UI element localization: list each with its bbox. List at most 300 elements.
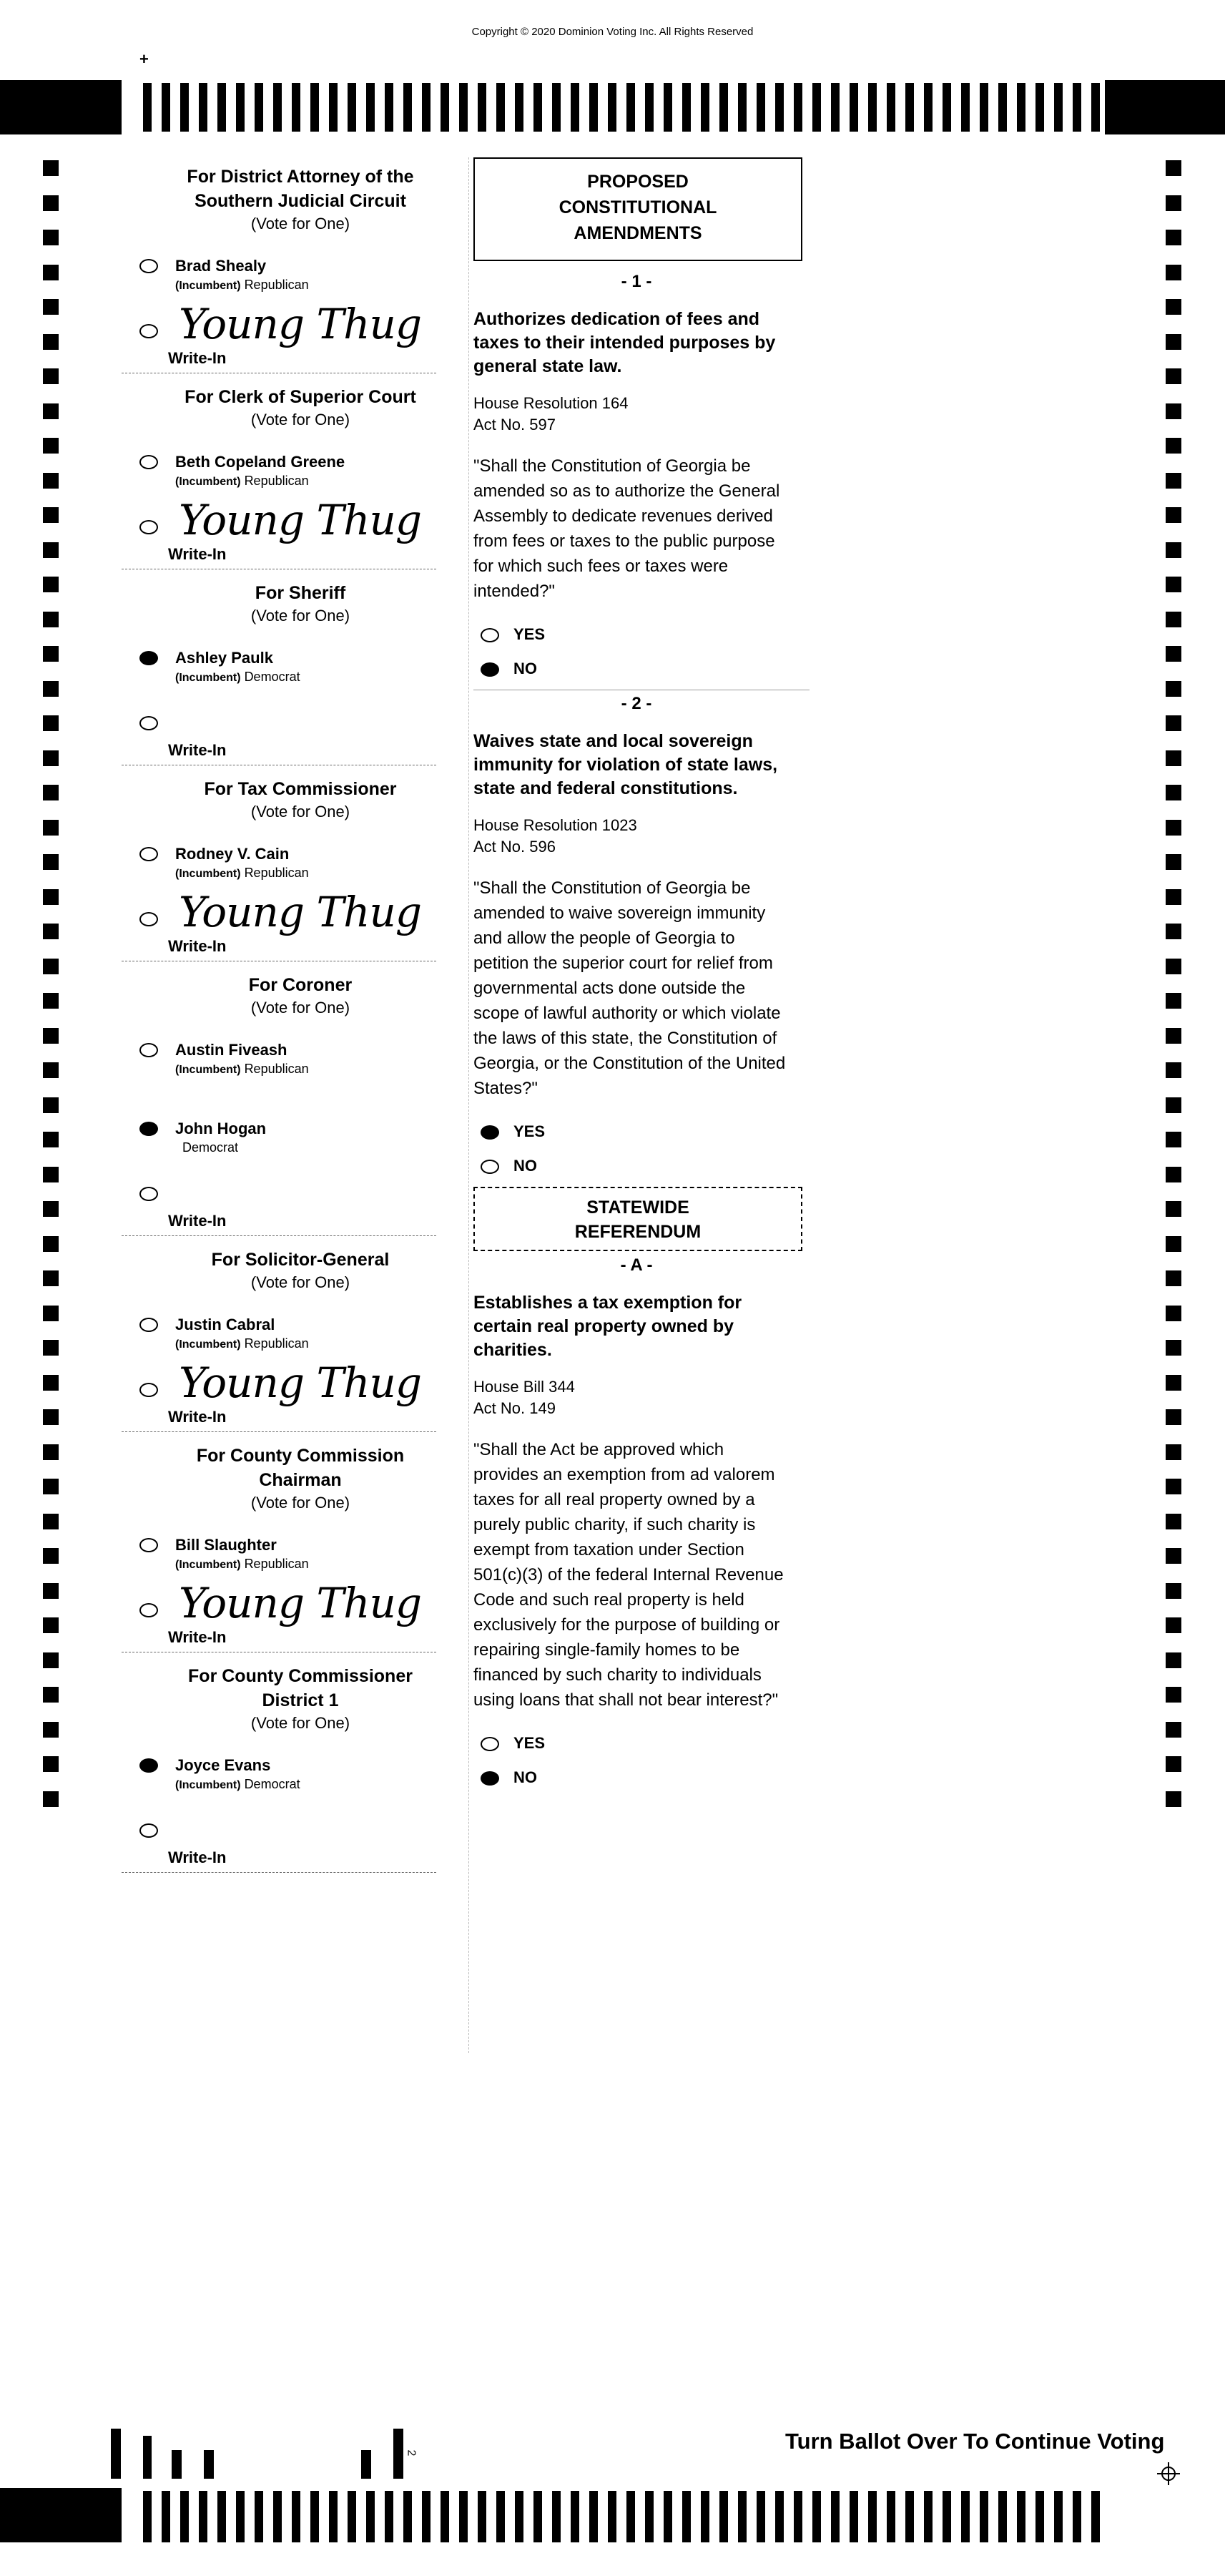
side-square: [43, 577, 59, 592]
timing-tick: [273, 83, 282, 132]
write-in-bubble[interactable]: [139, 912, 158, 926]
side-square: [1166, 1652, 1181, 1668]
timing-tick: [255, 83, 263, 132]
timing-tick: [794, 2491, 802, 2542]
timing-tick: [441, 83, 449, 132]
question-text: Georgia, or the Constitution of the United: [473, 1054, 786, 1073]
question-reference: Act No. 597: [473, 416, 556, 434]
question-reference: House Resolution 1023: [473, 816, 637, 834]
amendments-header-box: [473, 157, 802, 261]
write-in-handwriting: Young Thug: [179, 300, 421, 348]
side-square: [1166, 1479, 1181, 1494]
timing-tick: [478, 2491, 486, 2542]
write-in-line[interactable]: [122, 1651, 436, 1652]
side-square: [1166, 1340, 1181, 1356]
timing-tick: [664, 83, 672, 132]
code-bar: [111, 2429, 121, 2479]
side-square: [43, 924, 59, 939]
candidate-bubble[interactable]: [139, 1043, 158, 1057]
write-in-bubble[interactable]: [139, 520, 158, 534]
question-text: exclusively for the purpose of building or: [473, 1615, 780, 1635]
timing-tick: [403, 83, 412, 132]
timing-tick: [943, 2491, 951, 2542]
write-in-line[interactable]: [122, 764, 436, 765]
timing-tick: [887, 2491, 895, 2542]
option-bubble-no[interactable]: [481, 1771, 499, 1786]
side-square: [43, 854, 59, 870]
side-square: [43, 715, 59, 731]
side-square: [1166, 1375, 1181, 1391]
incumbent-tag: (Incumbent): [175, 1779, 241, 1791]
side-square: [1166, 1132, 1181, 1147]
side-square: [43, 1097, 59, 1113]
side-square: [43, 403, 59, 419]
timing-tick: [719, 83, 728, 132]
side-square: [43, 1270, 59, 1286]
candidate-party: [182, 1139, 238, 1156]
timing-tick: [236, 83, 245, 132]
question-text: States?": [473, 1079, 538, 1098]
timing-tick: [905, 2491, 914, 2542]
question-title: immunity for violation of state laws,: [473, 755, 778, 775]
write-in-label: Write-In: [168, 937, 227, 955]
write-in-bubble[interactable]: [139, 1603, 158, 1617]
timing-tick: [552, 83, 561, 132]
timing-tick: [757, 83, 765, 132]
side-square: [43, 265, 59, 280]
question-text: and allow the people of Georgia to: [473, 929, 735, 948]
crosshair-icon: [1156, 2461, 1181, 2487]
side-square: [43, 1062, 59, 1078]
side-square: [43, 1722, 59, 1738]
timing-tick: [571, 2491, 579, 2542]
timing-tick: [366, 83, 375, 132]
side-square: [1166, 715, 1181, 731]
side-square: [1166, 1306, 1181, 1321]
contest-title: For Coroner: [248, 975, 353, 995]
side-square: [1166, 403, 1181, 419]
timing-tick: [775, 83, 784, 132]
timing-tick: [403, 2491, 412, 2542]
timing-tick: [422, 83, 431, 132]
question-title: Authorizes dedication of fees and: [473, 309, 760, 329]
question-title: certain real property owned by: [473, 1316, 734, 1336]
candidate-name: Brad Shealy: [175, 257, 267, 275]
side-square: [1166, 1791, 1181, 1807]
timing-tick: [961, 2491, 970, 2542]
candidate-bubble[interactable]: [139, 651, 158, 665]
candidate-bubble[interactable]: [139, 1538, 158, 1552]
left-contest-column: [136, 157, 465, 2089]
option-bubble-yes[interactable]: [481, 628, 499, 642]
timing-tick: [831, 2491, 840, 2542]
side-square: [1166, 507, 1181, 523]
code-bar: [361, 2450, 371, 2479]
question-text: "Shall the Act be approved which: [473, 1440, 724, 1459]
question-title: Waives state and local sovereign: [473, 731, 753, 751]
side-square: [43, 334, 59, 350]
side-square: [1166, 1617, 1181, 1633]
code-bar: [172, 2450, 182, 2479]
write-in-line[interactable]: [122, 960, 436, 961]
write-in-label: Write-In: [168, 741, 227, 759]
side-square: [1166, 1444, 1181, 1460]
timing-tick: [217, 83, 226, 132]
timing-tick: [812, 2491, 821, 2542]
side-square: [1166, 1548, 1181, 1564]
timing-tick: [980, 2491, 988, 2542]
timing-tick: [645, 2491, 654, 2542]
side-square: [43, 507, 59, 523]
timing-tick: [1054, 83, 1063, 132]
timing-tick: [1035, 2491, 1044, 2542]
question-text: amended to waive sovereign immunity: [473, 903, 766, 923]
question-title: state and federal constitutions.: [473, 778, 738, 798]
timing-tick: [162, 2491, 170, 2542]
write-in-label: Write-In: [168, 1628, 227, 1646]
side-square: [1166, 1583, 1181, 1599]
timing-block-left: [0, 80, 122, 134]
side-square: [43, 785, 59, 800]
timing-tick: [310, 2491, 319, 2542]
option-bubble-yes[interactable]: [481, 1125, 499, 1140]
candidate-party: [175, 668, 300, 687]
question-text: "Shall the Constitution of Georgia be: [473, 878, 751, 898]
write-in-label: Write-In: [168, 1408, 227, 1426]
side-square: [43, 1791, 59, 1807]
side-square: [43, 1756, 59, 1772]
side-square: [1166, 577, 1181, 592]
timing-tick: [292, 2491, 300, 2542]
timing-tick: [589, 2491, 598, 2542]
timing-tick: [998, 2491, 1007, 2542]
timing-tick: [719, 2491, 728, 2542]
timing-tick: [645, 83, 654, 132]
timing-tick: [441, 2491, 449, 2542]
contest-title: For County Commissioner: [188, 1666, 413, 1686]
code-bar: [393, 2429, 403, 2479]
side-square: [1166, 959, 1181, 974]
side-square: [43, 1444, 59, 1460]
vote-for-label: (Vote for One): [250, 411, 350, 428]
candidate-party: [175, 1060, 309, 1079]
write-in-handwriting: Young Thug: [179, 1579, 421, 1627]
side-square: [1166, 1062, 1181, 1078]
timing-tick: [1017, 83, 1025, 132]
contest-title: For Tax Commissioner: [204, 779, 397, 799]
side-square: [1166, 1236, 1181, 1252]
candidate-name: Bill Slaughter: [175, 1536, 277, 1554]
timing-tick: [794, 83, 802, 132]
copyright-notice: Copyright © 2020 Dominion Voting Inc. All Rights Reserved: [471, 26, 754, 38]
party-name: Republican: [244, 1062, 309, 1076]
write-in-bubble[interactable]: [139, 716, 158, 730]
timing-tick: [701, 83, 709, 132]
question-text: repairing single-family homes to be: [473, 1640, 740, 1660]
timing-tick: [1035, 83, 1044, 132]
incumbent-tag: (Incumbent): [175, 672, 241, 684]
timing-tick: [998, 83, 1007, 132]
contest-title: For District Attorney of the: [187, 167, 414, 187]
party-name: Democrat: [244, 670, 300, 684]
question-title: charities.: [473, 1340, 552, 1360]
top-timing-marks: [0, 80, 1225, 134]
side-square: [43, 1028, 59, 1044]
candidate-bubble[interactable]: [139, 847, 158, 861]
write-in-line[interactable]: [122, 1431, 436, 1432]
timing-tick: [236, 2491, 245, 2542]
timing-tick: [924, 83, 933, 132]
side-square: [1166, 473, 1181, 489]
side-square: [43, 299, 59, 315]
candidate-bubble[interactable]: [139, 1318, 158, 1332]
incumbent-tag: (Incumbent): [175, 1338, 241, 1351]
timing-tick: [682, 2491, 691, 2542]
timing-tick: [738, 2491, 747, 2542]
question-text: "Shall the Constitution of Georgia be: [473, 456, 751, 476]
timing-tick: [273, 2491, 282, 2542]
timing-tick: [385, 2491, 393, 2542]
timing-tick: [701, 2491, 709, 2542]
question-reference: House Bill 344: [473, 1378, 575, 1396]
write-in-line[interactable]: [122, 1871, 436, 1873]
side-square: [43, 195, 59, 211]
vote-for-label: (Vote for One): [250, 215, 350, 232]
timing-tick: [850, 2491, 858, 2542]
timing-tick: [199, 2491, 207, 2542]
side-square: [1166, 160, 1181, 176]
timing-tick: [1091, 83, 1100, 132]
write-in-bubble[interactable]: [139, 324, 158, 338]
write-in-handwriting: Young Thug: [179, 496, 421, 544]
timing-tick: [496, 83, 505, 132]
write-in-bubble[interactable]: [139, 1823, 158, 1838]
side-square: [1166, 785, 1181, 800]
side-square: [43, 889, 59, 905]
side-square: [43, 1306, 59, 1321]
side-square: [1166, 1687, 1181, 1703]
candidate-bubble[interactable]: [139, 455, 158, 469]
timing-tick: [310, 83, 319, 132]
party-name: Democrat: [244, 1777, 300, 1791]
question-text: the laws of this state, the Constitution of: [473, 1029, 777, 1048]
candidate-party: [175, 1335, 309, 1353]
timing-tick: [496, 2491, 505, 2542]
side-square: [43, 368, 59, 384]
side-square: [43, 542, 59, 558]
contest-title: For County Commission: [196, 1446, 405, 1466]
timing-tick: [757, 2491, 765, 2542]
timing-tick: [180, 83, 189, 132]
vote-for-label: (Vote for One): [250, 803, 350, 821]
question-title: Establishes a tax exemption for: [473, 1293, 742, 1313]
side-square: [43, 1617, 59, 1633]
vote-for-label: (Vote for One): [250, 999, 350, 1017]
question-reference: House Resolution 164: [473, 394, 629, 412]
candidate-party: [175, 864, 309, 883]
side-square: [43, 1652, 59, 1668]
write-in-handwriting: Young Thug: [179, 888, 421, 936]
candidate-name: Joyce Evans: [175, 1756, 271, 1774]
referendum-header-line: STATEWIDE: [586, 1198, 689, 1218]
question-reference: Act No. 149: [473, 1399, 556, 1417]
vote-for-label: (Vote for One): [250, 1273, 350, 1291]
timing-tick: [608, 83, 616, 132]
side-square: [43, 1236, 59, 1252]
candidate-bubble[interactable]: [139, 1122, 158, 1136]
side-square: [43, 1340, 59, 1356]
timing-tick: [850, 83, 858, 132]
option-bubble-no[interactable]: [481, 662, 499, 677]
side-square: [1166, 1201, 1181, 1217]
timing-tick: [143, 2491, 152, 2542]
amendments-header-line: AMENDMENTS: [574, 223, 702, 243]
timing-tick: [868, 2491, 877, 2542]
side-square: [1166, 1514, 1181, 1529]
option-bubble-yes[interactable]: [481, 1737, 499, 1751]
side-square: [43, 230, 59, 245]
write-in-line[interactable]: [122, 1235, 436, 1236]
question-text: amended so as to authorize the General: [473, 481, 780, 501]
timing-tick: [943, 83, 951, 132]
contest-title: Chairman: [259, 1470, 342, 1490]
side-square: [43, 160, 59, 176]
side-square: [43, 1132, 59, 1147]
question-text: petition the superior court for relief from: [473, 954, 773, 973]
timing-tick: [329, 2491, 338, 2542]
timing-tick: [608, 2491, 616, 2542]
registration-plus-mark: +: [139, 50, 149, 68]
timing-tick: [515, 83, 523, 132]
question-text: Code and such real property is held: [473, 1590, 744, 1610]
referendum-header-box: [473, 1187, 802, 1251]
candidate-name: John Hogan: [175, 1120, 267, 1137]
option-label-yes: YES: [513, 625, 546, 643]
side-square: [1166, 438, 1181, 454]
side-square: [43, 473, 59, 489]
write-in-line[interactable]: [122, 372, 436, 373]
incumbent-tag: (Incumbent): [175, 868, 241, 880]
side-square: [43, 1583, 59, 1599]
contest-title: District 1: [262, 1690, 339, 1710]
side-square: [1166, 195, 1181, 211]
party-name: Republican: [244, 1557, 309, 1571]
option-bubble-no[interactable]: [481, 1160, 499, 1174]
candidate-party: [175, 1776, 300, 1794]
contest-title: For Solicitor-General: [211, 1250, 390, 1270]
option-label-no: NO: [513, 1157, 537, 1175]
timing-tick: [199, 83, 207, 132]
side-square: [43, 438, 59, 454]
side-square: [1166, 334, 1181, 350]
question-text: 501(c)(3) of the federal Internal Revenue: [473, 1565, 784, 1585]
timing-tick: [812, 83, 821, 132]
timing-tick: [589, 83, 598, 132]
candidate-bubble[interactable]: [139, 259, 158, 273]
side-square: [1166, 1756, 1181, 1772]
referendum-header-line: REFERENDUM: [574, 1222, 702, 1242]
timing-tick: [533, 2491, 542, 2542]
incumbent-tag: (Incumbent): [175, 476, 241, 488]
question-title: general state law.: [473, 356, 622, 376]
candidate-bubble[interactable]: [139, 1758, 158, 1773]
side-square: [1166, 1028, 1181, 1044]
timing-tick: [571, 83, 579, 132]
timing-tick: [217, 2491, 226, 2542]
timing-block-left: [0, 2488, 122, 2542]
write-in-label: Write-In: [168, 1848, 227, 1866]
side-square: [1166, 1409, 1181, 1425]
question-text: provides an exemption from ad valorem: [473, 1465, 775, 1484]
code-bar: [143, 2436, 152, 2479]
party-name: Republican: [244, 1336, 309, 1351]
side-square: [43, 820, 59, 836]
timing-tick: [478, 83, 486, 132]
side-square: [43, 1687, 59, 1703]
side-square: [1166, 230, 1181, 245]
timing-tick: [831, 83, 840, 132]
side-square: [1166, 1722, 1181, 1738]
option-label-yes: YES: [513, 1734, 546, 1752]
timing-tick: [422, 2491, 431, 2542]
side-square: [1166, 1270, 1181, 1286]
write-in-bubble[interactable]: [139, 1383, 158, 1397]
write-in-bubble[interactable]: [139, 1187, 158, 1201]
timing-tick: [682, 83, 691, 132]
side-square: [1166, 993, 1181, 1009]
timing-tick: [366, 2491, 375, 2542]
question-number: - 1 -: [621, 272, 652, 291]
timing-tick: [1073, 2491, 1081, 2542]
timing-block-right: [1105, 80, 1225, 134]
write-in-label: Write-In: [168, 545, 227, 563]
timing-tick: [348, 83, 356, 132]
party-name: Republican: [244, 278, 309, 292]
option-label-no: NO: [513, 1768, 537, 1786]
timing-tick: [1091, 2491, 1100, 2542]
side-square: [43, 681, 59, 697]
timing-tick: [459, 83, 468, 132]
question-text: using loans that shall not bear interest?": [473, 1690, 779, 1710]
side-square: [1166, 299, 1181, 315]
contest-title: For Sheriff: [255, 583, 346, 603]
timing-tick: [664, 2491, 672, 2542]
timing-tick: [1054, 2491, 1063, 2542]
side-square: [1166, 820, 1181, 836]
party-name: Republican: [244, 474, 309, 488]
option-label-yes: YES: [513, 1122, 546, 1140]
timing-tick: [626, 2491, 635, 2542]
incumbent-tag: (Incumbent): [175, 1559, 241, 1571]
side-square: [1166, 1167, 1181, 1182]
candidate-party: [175, 472, 309, 491]
timing-tick: [292, 83, 300, 132]
vote-for-label: (Vote for One): [250, 607, 350, 625]
write-in-line[interactable]: [122, 568, 436, 569]
side-square: [1166, 924, 1181, 939]
side-square: [1166, 681, 1181, 697]
page-code: 2: [405, 2449, 418, 2457]
side-square: [1166, 612, 1181, 627]
write-in-label: Write-In: [168, 349, 227, 367]
timing-tick: [459, 2491, 468, 2542]
candidate-name: Austin Fiveash: [175, 1041, 287, 1059]
candidate-name: Justin Cabral: [175, 1316, 275, 1333]
timing-tick: [1073, 83, 1081, 132]
timing-tick: [348, 2491, 356, 2542]
side-square: [1166, 1097, 1181, 1113]
question-text: from fees or taxes to the public purpose: [473, 532, 775, 551]
